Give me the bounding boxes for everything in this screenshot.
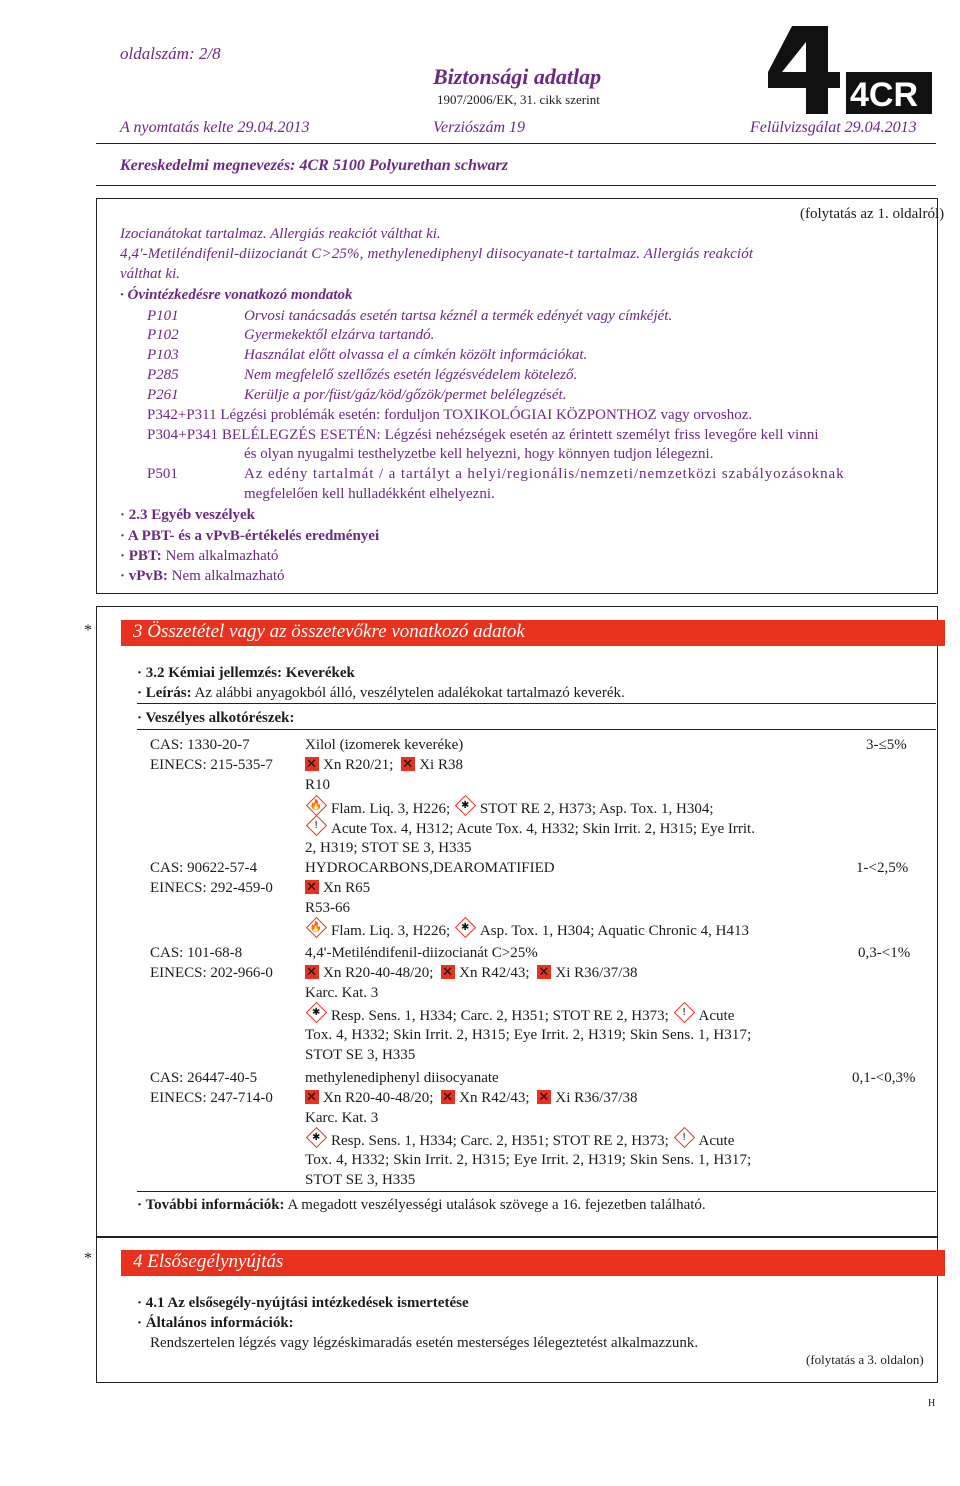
clp-text: Asp. Tox. 1, H304; Aquatic Chronic 4, H413	[479, 923, 749, 939]
r-phrases	[305, 963, 637, 983]
document-title: Biztonsági adatlap	[433, 64, 602, 89]
exclamation-icon: !	[673, 1002, 694, 1023]
component-percentage: 1-<2,5%	[856, 860, 909, 876]
phrase-code: P103	[147, 347, 179, 363]
general-information-heading: · Általános információk:	[137, 1315, 294, 1331]
section3-title: 3 Összetétel vagy az összetevőkre vonatkozó adatok	[121, 620, 945, 646]
clp-text: Acute Tox. 4, H312; Acute Tox. 4, H332; Skin Irrit. 2, H315; Eye Irrit.	[331, 821, 755, 837]
clp-text: Flam. Liq. 3, H226;	[331, 923, 451, 939]
pbt-line	[120, 546, 278, 566]
print-date: A nyomtatás kelte 29.04.2013	[120, 119, 310, 136]
harmful-icon	[441, 1090, 455, 1104]
company-logo	[760, 22, 940, 118]
r-phrase: Xn R42/43;	[459, 965, 530, 981]
irritant-icon	[401, 757, 415, 771]
component-einecs: EINECS: 202-966-0	[150, 965, 273, 981]
page-number: oldalszám: 2/8	[120, 44, 221, 63]
general-information-text: Rendszertelen légzés vagy légzéskimaradás esetén mesterséges lélegeztetést alkalmazzunk.	[150, 1335, 699, 1351]
chem-char-label: · 3.2 Kémiai jellemzés:	[137, 665, 282, 681]
clp-classification	[305, 1130, 734, 1151]
phrase-code: P102	[147, 327, 179, 343]
changed-marker: *	[84, 622, 92, 639]
precaution-p342: P342+P311 Légzési problémák esetén: forduljon TOXIKOLÓGIAI KÖZPONTHOZ vagy orvoshoz.	[147, 407, 753, 423]
precaution-p304: P304+P341 BELÉLEGZÉS ESETÉN: Légzési nehézségek esetén az érintett személyt friss levegőre kell vinni	[147, 427, 819, 443]
chemical-characterization	[137, 663, 355, 683]
health-hazard-icon: ✱	[455, 795, 476, 816]
r-phrase: Xn R20-40-48/20;	[323, 1090, 434, 1106]
harmful-icon	[305, 1090, 319, 1104]
clp-classification-cont	[305, 818, 755, 839]
health-hazard-icon: ✱	[455, 917, 476, 938]
flame-icon: 🔥	[306, 795, 327, 816]
pbt-value: Nem alkalmazható	[165, 548, 279, 564]
precaution-p101	[147, 306, 672, 326]
r-phrases	[305, 755, 463, 775]
r-phrase: R10	[305, 777, 331, 793]
flame-icon: 🔥	[306, 917, 327, 938]
r-phrase: Xn R42/43;	[459, 1090, 530, 1106]
vpvb-label: · vPvB:	[120, 568, 168, 584]
clp-text: STOT SE 3, H335	[305, 1172, 416, 1188]
component-percentage: 0,1-<0,3%	[852, 1070, 916, 1086]
clp-classification	[305, 1005, 734, 1026]
component-cas: CAS: 26447-40-5	[150, 1070, 258, 1086]
r-phrase: Xn R65	[323, 880, 371, 896]
clp-classification	[305, 920, 749, 941]
component-einecs: EINECS: 215-535-7	[150, 757, 273, 773]
continued-on: (folytatás a 3. oldalon)	[806, 1352, 924, 1367]
r-phrase: R53-66	[305, 900, 350, 916]
vpvb-value: Nem alkalmazható	[171, 568, 285, 584]
exclamation-icon: !	[306, 815, 327, 836]
irritant-icon	[537, 965, 551, 979]
precaution-p261	[147, 385, 566, 405]
phrase-code: P261	[147, 387, 179, 403]
description	[137, 683, 625, 703]
changed-marker: *	[84, 1250, 92, 1267]
exclamation-icon: !	[673, 1127, 694, 1148]
section4-title: 4 Elsősegélynyújtás	[121, 1250, 945, 1276]
component-name: HYDROCARBONS,DEAROMATIFIED	[305, 860, 555, 876]
component-name: Xilol (izomerek keveréke)	[305, 737, 464, 753]
clp-classification	[305, 798, 713, 819]
r-phrase: Karc. Kat. 3	[305, 985, 379, 1001]
document-subtitle: 1907/2006/EK, 31. cikk szerint	[437, 92, 600, 107]
continued-from: (folytatás az 1. oldalról)	[800, 206, 945, 222]
harmful-icon	[441, 965, 455, 979]
phrase-text: Gyermekektől elzárva tartandó.	[244, 327, 435, 343]
component-percentage: 3-≤5%	[866, 737, 907, 753]
precaution-p501-cont: megfelelően kell hulladékként elhelyezni.	[244, 486, 495, 502]
precaution-heading: · Óvintézkedésre vonatkozó mondatok	[120, 287, 353, 303]
r-phrases	[305, 878, 370, 898]
health-hazard-icon: ✱	[306, 1002, 327, 1023]
clp-text: STOT SE 3, H335	[305, 1047, 416, 1063]
further-information	[137, 1195, 706, 1215]
precaution-p102	[147, 325, 434, 345]
component-cas: CAS: 90622-57-4	[150, 860, 258, 876]
vpvb-line	[120, 566, 285, 586]
description-label: · Leírás:	[137, 685, 192, 701]
version-number: Verziószám 19	[433, 119, 526, 136]
contains-mdi-line-cont: válthat ki.	[120, 266, 180, 282]
phrase-code: P285	[147, 367, 179, 383]
other-hazards-heading: · 2.3 Egyéb veszélyek	[120, 507, 255, 523]
header-divider	[96, 143, 936, 144]
harmful-icon	[305, 965, 319, 979]
components-divider-3	[137, 1191, 936, 1192]
hazardous-components-heading: · Veszélyes alkotórészek:	[137, 710, 295, 726]
logo-text: 4CR	[850, 76, 919, 114]
description-value: Az alábbi anyagokból álló, veszélytelen adalékokat tartalmazó keverék.	[194, 685, 625, 701]
components-divider	[137, 703, 936, 704]
component-einecs: EINECS: 247-714-0	[150, 1090, 273, 1106]
component-cas: CAS: 101-68-8	[150, 945, 243, 961]
pbt-results-heading: · A PBT- és a vPvB-értékelés eredményei	[120, 528, 380, 544]
clp-text: Acute	[698, 1008, 735, 1024]
chem-char-value: Keverékek	[285, 665, 355, 681]
precaution-p501	[147, 464, 845, 484]
tradename-divider	[96, 185, 936, 186]
clp-text: Tox. 4, H332; Skin Irrit. 2, H315; Eye Irrit. 2, H319; Skin Sens. 1, H317;	[305, 1027, 752, 1043]
r-phrase: Xi R36/37/38	[555, 965, 638, 981]
components-divider-2	[137, 729, 936, 730]
first-aid-measures-heading: · 4.1 Az elsősegély-nyújtási intézkedések ismertetése	[137, 1295, 469, 1311]
irritant-icon	[537, 1090, 551, 1104]
component-einecs: EINECS: 292-459-0	[150, 880, 273, 896]
contains-mdi-line: 4,4'-Metiléndifenil-diizocianát C>25%, methylenediphenyl diisocyanate-t tartalmaz. Allergiás reakciót	[120, 246, 754, 262]
component-percentage: 0,3-<1%	[858, 945, 911, 961]
revision-date: Felülvizsgálat 29.04.2013	[750, 119, 917, 136]
clp-text: Resp. Sens. 1, H334; Carc. 2, H351; STOT RE 2, H373;	[331, 1008, 669, 1024]
phrase-code: P101	[147, 308, 179, 324]
clp-text: STOT RE 2, H373; Asp. Tox. 1, H304;	[479, 801, 714, 817]
harmful-icon	[305, 880, 319, 894]
component-cas: CAS: 1330-20-7	[150, 737, 250, 753]
phrase-text: Az edény tartalmát / a tartályt a helyi/regionális/nemzeti/nemzetközi szabályozásoknak	[244, 466, 845, 482]
component-name: methylenediphenyl diisocyanate	[305, 1070, 499, 1086]
r-phrase: Xi R36/37/38	[555, 1090, 638, 1106]
r-phrase: Xn R20-40-48/20;	[323, 965, 434, 981]
clp-text: Flam. Liq. 3, H226;	[331, 801, 451, 817]
clp-text: Tox. 4, H332; Skin Irrit. 2, H315; Eye Irrit. 2, H319; Skin Sens. 1, H317;	[305, 1152, 752, 1168]
phrase-text: Használat előtt olvassa el a címkén közölt információkat.	[244, 347, 588, 363]
phrase-code: P501	[147, 466, 178, 482]
r-phrase: Xi R38	[419, 757, 463, 773]
clp-text: Resp. Sens. 1, H334; Carc. 2, H351; STOT RE 2, H373;	[331, 1133, 669, 1149]
further-value: A megadott veszélyességi utalások szövege a 16. fejezetben található.	[287, 1197, 706, 1213]
pbt-label: · PBT:	[120, 548, 162, 564]
r-phrase: Xn R20/21;	[323, 757, 394, 773]
clp-text: Acute	[698, 1133, 735, 1149]
contains-isocyanates: Izocianátokat tartalmaz. Allergiás reakciót válthat ki.	[120, 226, 441, 242]
footer-mark: H	[928, 1398, 936, 1409]
precaution-p103	[147, 345, 587, 365]
r-phrases	[305, 1088, 637, 1108]
health-hazard-icon: ✱	[306, 1127, 327, 1148]
further-label: · További információk:	[137, 1197, 285, 1213]
trade-name: Kereskedelmi megnevezés: 4CR 5100 Polyurethan schwarz	[120, 157, 508, 174]
r-phrase: Karc. Kat. 3	[305, 1110, 379, 1126]
harmful-icon	[305, 757, 319, 771]
phrase-text: Kerülje a por/füst/gáz/köd/gőzök/permet belélegzését.	[244, 387, 567, 403]
clp-text: 2, H319; STOT SE 3, H335	[305, 840, 472, 856]
phrase-text: Nem megfelelő szellőzés esetén légzésvédelem kötelező.	[244, 367, 578, 383]
precaution-p285	[147, 365, 577, 385]
phrase-text: Orvosi tanácsadás esetén tartsa kéznél a termék edényét vagy címkéjét.	[244, 308, 673, 324]
precaution-p304-cont: és olyan nyugalmi testhelyzetbe kell helyezni, hogy könnyen tudjon lélegezni.	[244, 446, 714, 462]
component-name: 4,4'-Metiléndifenil-diizocianát C>25%	[305, 945, 538, 961]
